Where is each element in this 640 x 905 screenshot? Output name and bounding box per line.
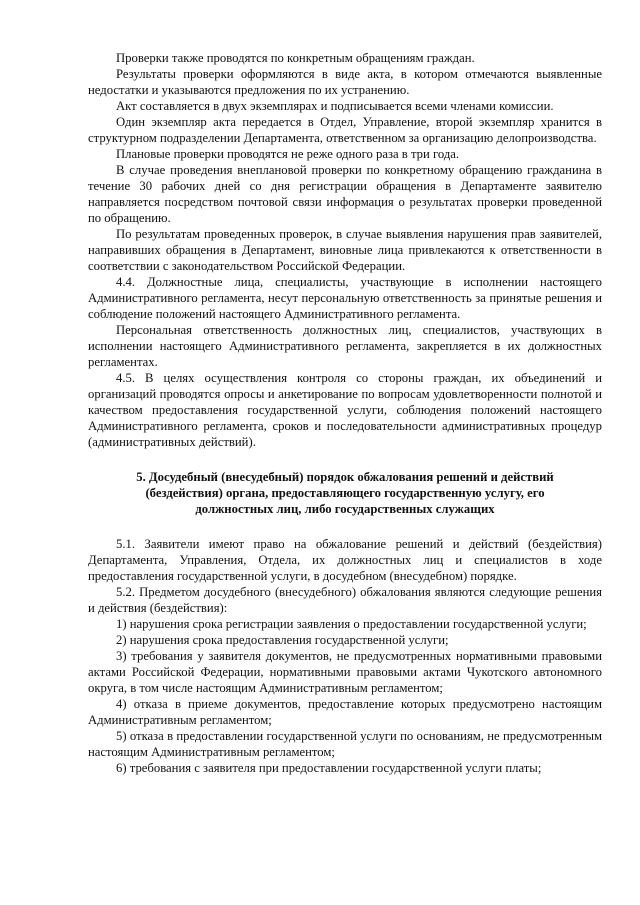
document-page (88, 50, 602, 776)
paragraph-5-2: 5.2. Предметом досудебного (внесудебного) обжалования являются следующие решения и действия (бездействия): (88, 585, 602, 615)
paragraph-personal-responsibility: Персональная ответственность должностных лиц, специалистов, участвующих в исполнении настоящего Административного регламента, закрепляется в их должностных регламентах. (88, 323, 602, 369)
paragraph-planned-checks: Плановые проверки проводятся не реже одного раза в три года. (116, 147, 460, 161)
paragraph-4-4: 4.4. Должностные лица, специалисты, участвующие в исполнении настоящего Административного регламента, несут персональную ответственность за принятые решения и соблюдение положений настоящего Административного регламента. (88, 275, 602, 321)
list-item-2: 2) нарушения срока предоставления государственной услуги; (116, 633, 449, 647)
list-item-5: 5) отказа в предоставлении государственной услуги по основаниям, не предусмотренным настоящим Административным регламентом; (88, 729, 602, 759)
paragraph-act-copies: Акт составляется в двух экземплярах и подписывается всеми членами комиссии. (116, 99, 554, 113)
paragraph-5-1: 5.1. Заявители имеют право на обжалование решений и действий (бездействия) Департамента, Управления, Отдела, их должностных лиц и специалистов в ходе предоставления государственной услуги, в досудебном (внесудебном) порядке. (88, 537, 602, 583)
list-item-3: 3) требования у заявителя документов, не предусмотренных нормативными правовыми актами Российской Федерации, нормативными правовыми актами Чукотского автономного округа, в том числе настоящим Административным регламентом; (88, 649, 602, 695)
list-item-1: 1) нарушения срока регистрации заявления о предоставлении государственной услуги; (116, 617, 587, 631)
list-item-6: 6) требования с заявителя при предоставлении государственной услуги платы; (116, 761, 542, 775)
paragraph-4-5: 4.5. В целях осуществления контроля со стороны граждан, их объединений и организаций проводятся опросы и анкетирование по вопросам удовлетворенности полнотой и качеством предоставления государственной услуги, соблюдения положений настоящего Административного регламента, сроков и последовательности административных процедур (административных действий). (88, 371, 602, 449)
paragraph-liability: По результатам проведенных проверок, в случае выявления нарушения прав заявителей, направивших обращения в Департамент, виновные лица привлекаются к ответственности в соответствии с законодательством Российской Федерации. (88, 227, 602, 273)
section-5-heading: 5. Досудебный (внесудебный) порядок обжалования решений и действий (бездействия) органа, предоставляющего государственную услугу, его должностных лиц, либо государственных служащих (136, 470, 554, 516)
paragraph-check-results: Результаты проверки оформляются в виде акта, в котором отмечаются выявленные недостатки и указываются предложения по их устранению. (88, 67, 602, 97)
paragraph-checks-by-appeals: Проверки также проводятся по конкретным обращениям граждан. (116, 51, 475, 65)
paragraph-act-distribution: Один экземпляр акта передается в Отдел, Управление, второй экземпляр хранится в структурном подразделении Департамента, ответственном за организацию делопроизводства. (88, 115, 602, 145)
list-item-4: 4) отказа в приеме документов, предоставление которых предусмотрено настоящим Административным регламентом; (88, 697, 602, 727)
paragraph-unplanned-checks: В случае проведения внеплановой проверки по конкретному обращению гражданина в течение 30 рабочих дней со дня регистрации обращения в Департаменте заявителю направляется посредством почтовой связи информация о результатах проверки проведенной по обращению. (88, 163, 602, 225)
